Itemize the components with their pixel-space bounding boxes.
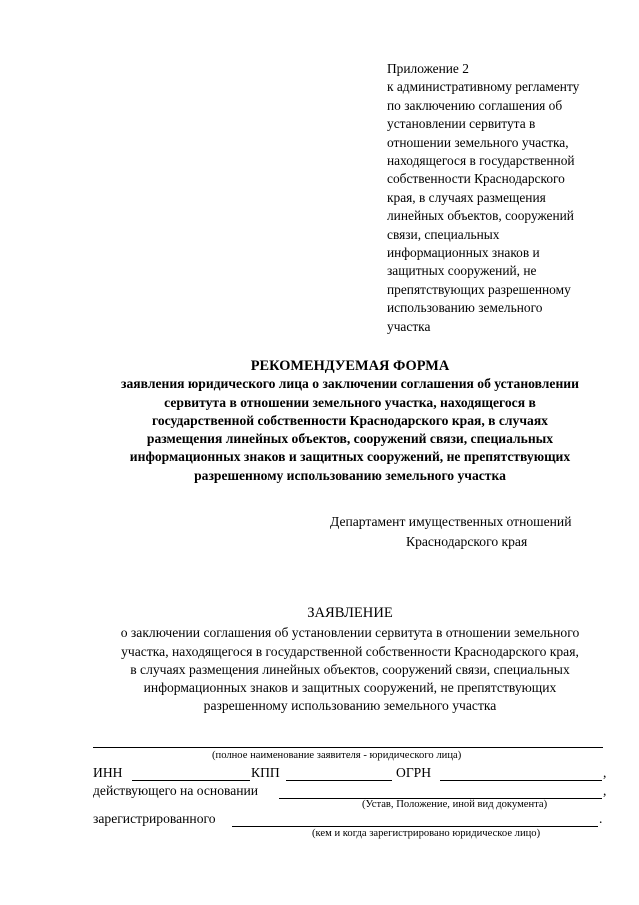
addressee-line: Департамент имущественных отношений (330, 514, 572, 529)
statement-title (40, 604, 639, 716)
form-title-line: информационных знаков и защитных сооружений, не препятствующих (129, 449, 571, 465)
form-title-line: государственной собственности Краснодарского края, в случаях (152, 412, 548, 428)
inn-field[interactable] (132, 765, 250, 781)
kpp-field[interactable] (286, 765, 392, 781)
appendix-line: участка (387, 318, 431, 334)
form-title-line: сервитута в отношении земельного участка, находящегося в (164, 394, 536, 410)
statement-heading: ЗАЯВЛЕНИЕ (307, 605, 393, 621)
ogrn-label: ОГРН (396, 765, 432, 780)
statement-line: информационных знаков и защитных сооружений, не препятствующих (143, 680, 557, 696)
appendix-line: отношении земельного участка, (387, 134, 569, 150)
form-heading: РЕКОМЕНДУЕМАЯ ФОРМА (250, 358, 450, 374)
registered-hint: (кем и когда зарегистрировано юридическое лицо) (312, 828, 541, 839)
appendix-line: использованию земельного (387, 300, 543, 316)
appendix-line: Приложение 2 (387, 61, 469, 76)
kpp-label: КПП (251, 765, 280, 780)
basis-hint: (Устав, Положение, иной вид документа) (362, 799, 548, 810)
ogrn-comma: , (603, 765, 607, 780)
basis-comma: , (603, 783, 607, 798)
basis-label: действующего на основании (93, 783, 259, 798)
appendix-line: по заключению соглашения об (387, 97, 563, 113)
addressee-line: Краснодарского края (406, 534, 528, 549)
registered-period: . (599, 811, 603, 826)
statement-line: в случаях размещения линейных объектов, сооружений связи, специальных (130, 661, 570, 677)
ogrn-field[interactable] (440, 765, 602, 781)
appendix-line: находящегося в государственной (387, 153, 575, 169)
statement-line: о заключении соглашения об установлении сервитута в отношении земельного (120, 625, 580, 641)
form-title-line: разрешенному использованию земельного участка (194, 467, 506, 483)
applicant-name-field[interactable] (93, 733, 603, 748)
addressee-block (330, 512, 630, 552)
basis-field[interactable] (279, 783, 602, 799)
appendix-line: установлении сервитута в (387, 116, 536, 132)
appendix-line: края, в случаях размещения (387, 189, 546, 205)
applicant-name-hint: (полное наименование заявителя - юридического лица) (212, 750, 462, 761)
appendix-note (387, 60, 627, 336)
form-title-line: заявления юридического лица о заключении соглашения об установлении (121, 376, 579, 392)
registered-label: зарегистрированного (93, 811, 216, 826)
statement-line: разрешенному использованию земельного участка (203, 698, 497, 714)
form-title-line: размещения линейных объектов, сооружений связи, специальных (146, 431, 554, 447)
appendix-line: к административному регламенту (387, 79, 580, 95)
inn-label: ИНН (93, 765, 123, 780)
appendix-line: собственности Краснодарского (387, 171, 565, 187)
appendix-line: препятствующих разрешенному (387, 281, 571, 297)
appendix-line: информационных знаков и (387, 245, 540, 261)
appendix-line: линейных объектов, сооружений (387, 208, 574, 224)
form-title (40, 357, 639, 485)
appendix-line: защитных сооружений, не (387, 263, 537, 279)
registered-field[interactable] (232, 811, 598, 827)
appendix-line: связи, специальных (387, 226, 500, 242)
statement-line: участка, находящегося в государственной собственности Краснодарского края, (121, 643, 579, 659)
